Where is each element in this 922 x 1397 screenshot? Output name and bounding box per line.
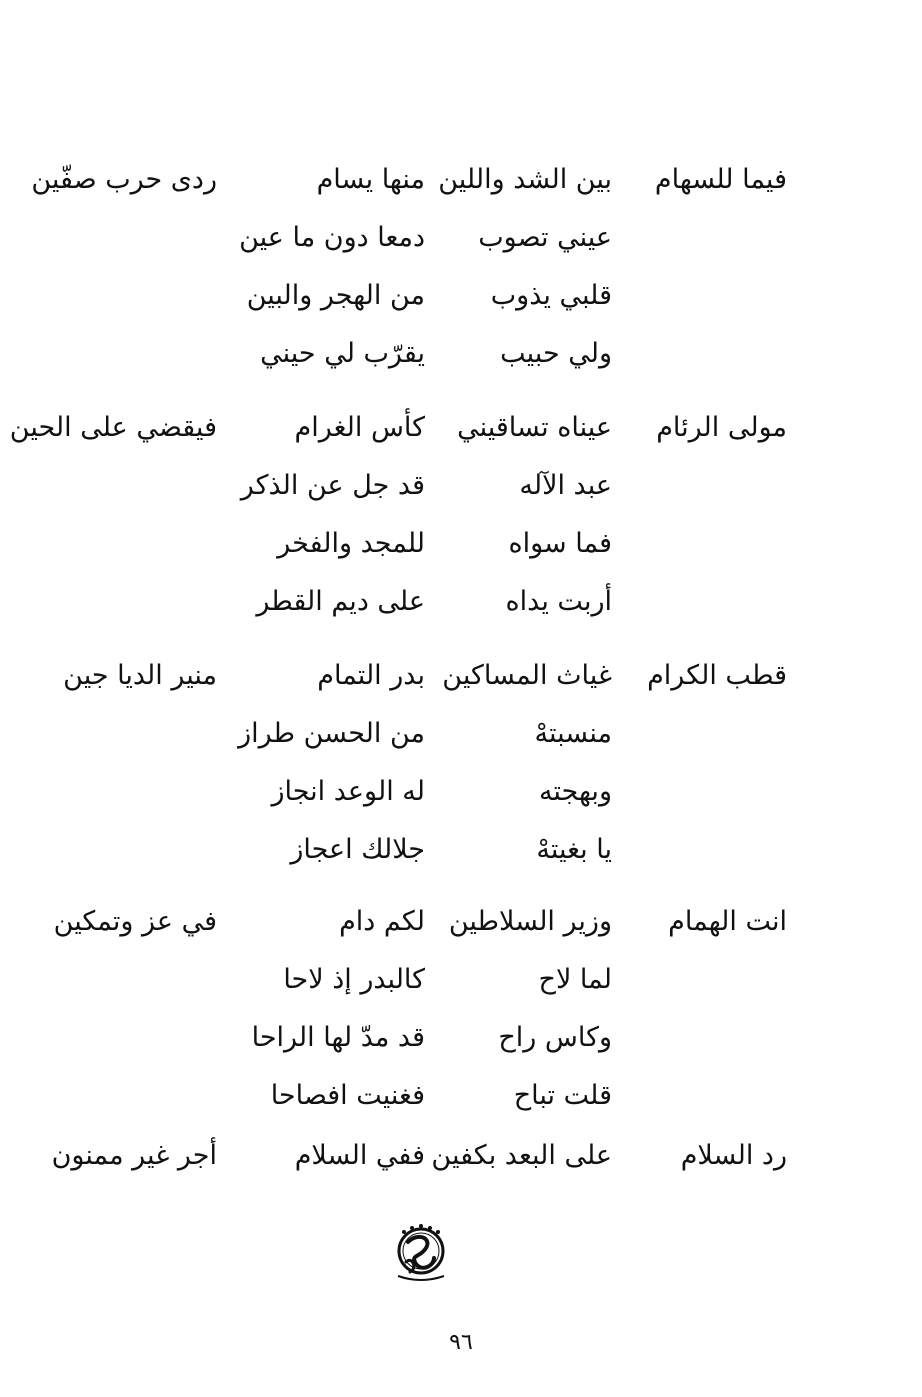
hemistich: وبهجته — [538, 776, 612, 807]
opening-line — [0, 902, 922, 942]
hemistich: من الهجر والبين — [246, 280, 425, 311]
verse-line — [0, 466, 922, 506]
hemistich: ففي السلام — [294, 1140, 425, 1171]
hemistich: قطب الكرام — [647, 660, 787, 691]
hemistich: أربت يداه — [505, 586, 612, 617]
verse-line — [0, 960, 922, 1000]
hemistich: ولي حبيب — [500, 338, 612, 369]
hemistich: عبد الآله — [519, 470, 612, 501]
hemistich: منها يسام — [316, 164, 425, 195]
opening-line — [0, 160, 922, 200]
hemistich: قد مدّ لها الراحا — [251, 1022, 425, 1053]
page-number: ٩٦ — [449, 1330, 473, 1355]
hemistich: جلالك اعجاز — [290, 834, 425, 865]
hemistich: فيقضي على الحين — [9, 412, 217, 443]
hemistich: على ديم القطر — [256, 586, 425, 617]
hemistich: يقرّب لي حيني — [260, 338, 425, 369]
verse-line — [0, 1076, 922, 1116]
hemistich: وكاس راح — [498, 1022, 612, 1053]
verse-line — [0, 582, 922, 622]
hemistich: لكم دام — [339, 906, 425, 937]
opening-line — [0, 656, 922, 696]
hemistich: على البعد بكفين — [431, 1140, 612, 1171]
hemistich: قلبي يذوب — [490, 280, 612, 311]
verse-line — [0, 1018, 922, 1058]
hemistich: انت الهمام — [668, 906, 787, 937]
hemistich: كأس الغرام — [294, 412, 425, 443]
closing-line — [0, 1136, 922, 1176]
hemistich: غياث المساكين — [442, 660, 612, 691]
hemistich: من الحسن طراز — [238, 718, 425, 749]
opening-line — [0, 408, 922, 448]
hemistich: فغنيت افصاحا — [270, 1080, 425, 1111]
hemistich: عيني تصوب — [478, 222, 612, 253]
hemistich: قلت تباح — [513, 1080, 612, 1111]
hemistich: مولى الرئام — [656, 412, 787, 443]
hemistich: له الوعد انجاز — [271, 776, 425, 807]
hemistich: بين الشد واللين — [438, 164, 612, 195]
hemistich: كالبدر إذ لاحا — [283, 964, 425, 995]
hemistich: رد السلام — [680, 1140, 787, 1171]
hemistich: منير الديا جين — [63, 660, 217, 691]
hemistich: فما سواه — [508, 528, 612, 559]
ornament-icon — [388, 1218, 454, 1284]
verse-line — [0, 714, 922, 754]
verse-line — [0, 334, 922, 374]
hemistich: منسبتهْ — [534, 718, 612, 749]
hemistich: للمجد والفخر — [277, 528, 425, 559]
verse-line — [0, 276, 922, 316]
hemistich: دمعا دون ما عين — [239, 222, 425, 253]
hemistich: لما لاح — [538, 964, 612, 995]
hemistich: فيما للسهام — [654, 164, 787, 195]
verse-line — [0, 830, 922, 870]
verse-line — [0, 524, 922, 564]
hemistich: قد جل عن الذكر — [240, 470, 425, 501]
hemistich: بدر التمام — [317, 660, 425, 691]
hemistich: أجر غير ممنون — [51, 1140, 217, 1171]
hemistich: وزير السلاطين — [448, 906, 612, 937]
verse-line — [0, 772, 922, 812]
hemistich: في عز وتمكين — [53, 906, 217, 937]
hemistich: عيناه تساقيني — [457, 412, 612, 443]
verse-line — [0, 218, 922, 258]
hemistich: ردى حرب صفّين — [31, 164, 217, 195]
hemistich: يا بغيتهْ — [536, 834, 612, 865]
